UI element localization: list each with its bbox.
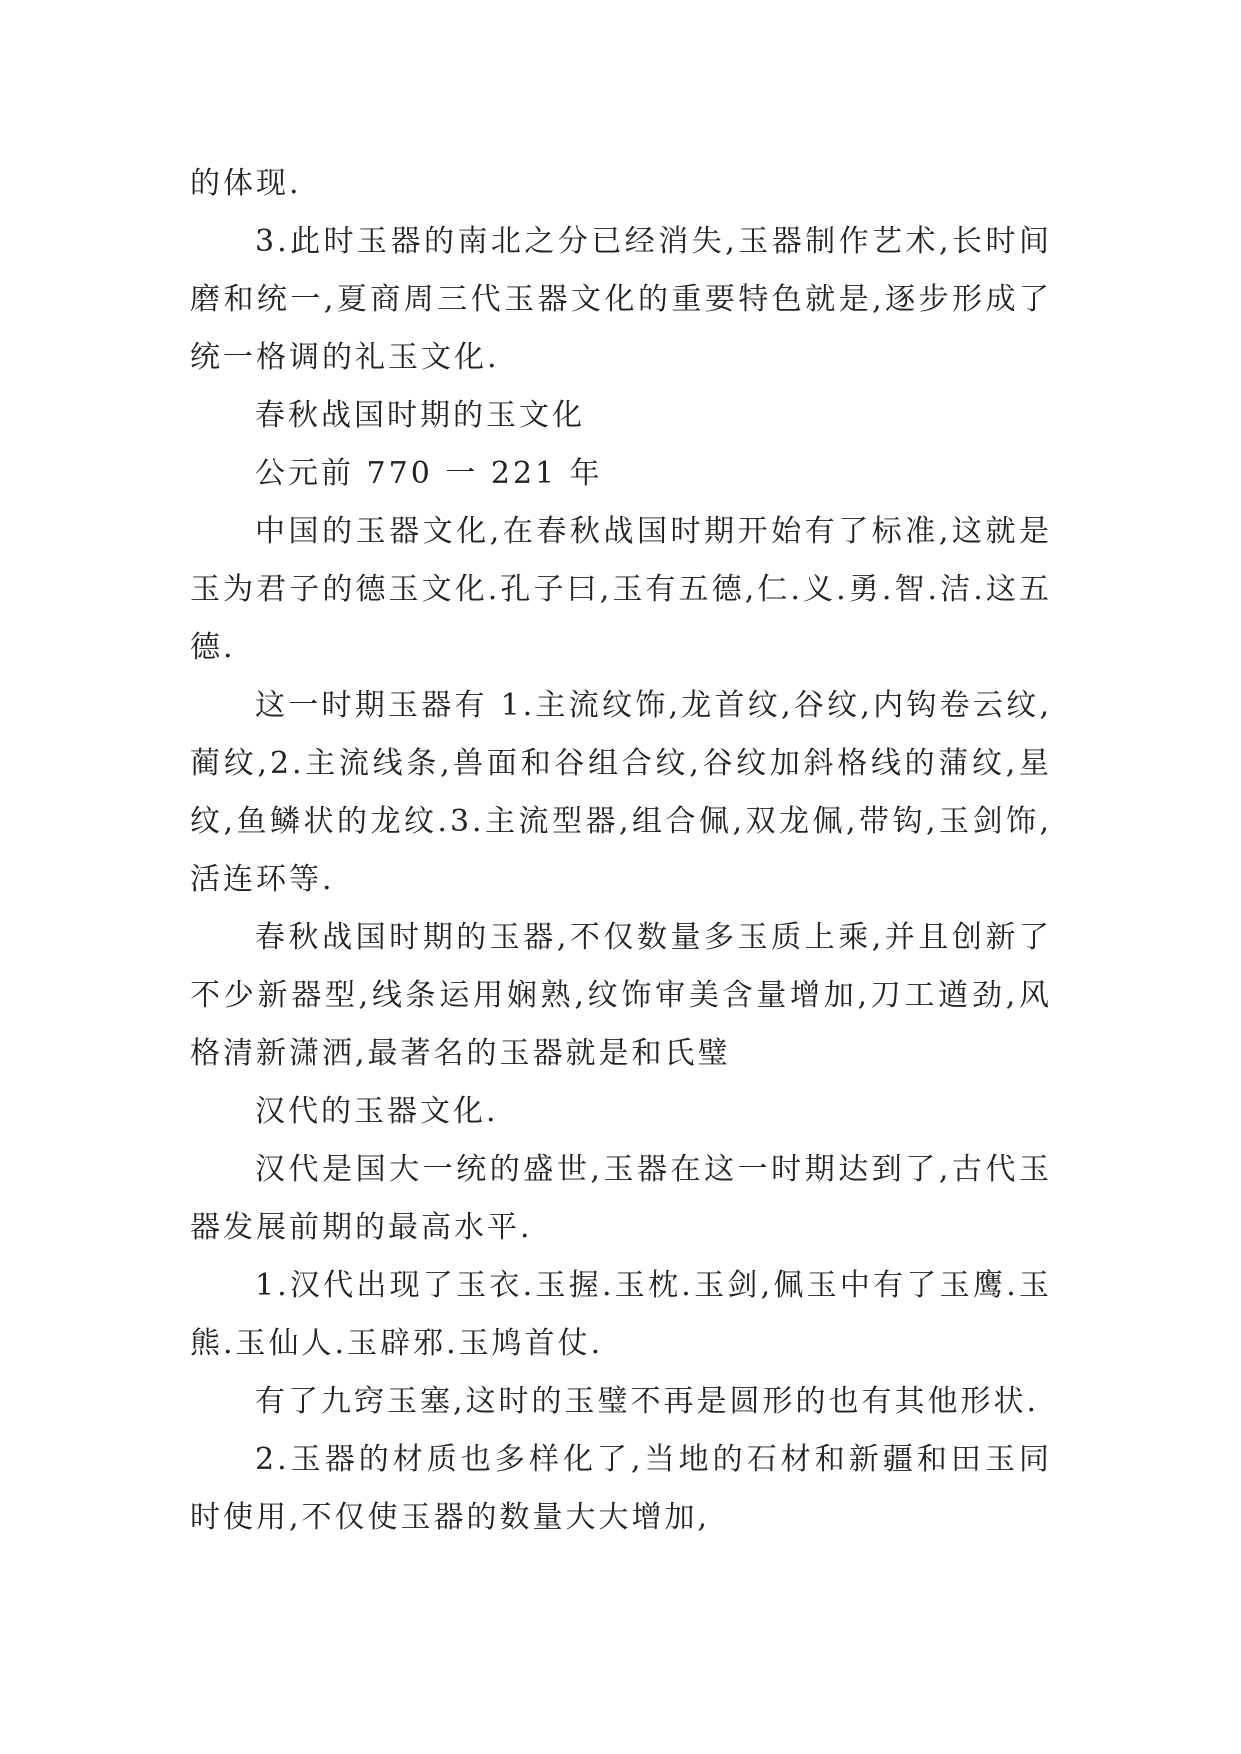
paragraph-continuation: 的体现. (190, 166, 302, 201)
paragraph-han-jade-plugs: 有了九窍玉塞,这时的玉璧不再是圆形的也有其他形状. (255, 1384, 1040, 1419)
paragraph-han-point-1: 1.汉代出现了玉衣.玉握.玉枕.玉剑,佩玉中有了玉鹰.玉熊.玉仙人.玉辟邪.玉鸠首仗. (190, 1268, 1052, 1361)
document-body (190, 155, 1052, 1547)
paragraph-period-features: 这一时期玉器有 1.主流纹饰,龙首纹,谷纹,内钩卷云纹,蔺纹,2.主流线条,兽面和谷组合纹,谷纹加斜格线的蒲纹,星纹,鱼鳞状的龙纹.3.主流型器,组合佩,双龙佩,带钩,玉剑饰,活连环等. (190, 688, 1052, 897)
paragraph-period-summary: 春秋战国时期的玉器,不仅数量多玉质上乘,并且创新了不少新器型,线条运用娴熟,纹饰审美含量增加,刀工遒劲,风格清新潇洒,最著名的玉器就是和氏璧 (190, 920, 1052, 1071)
section-date-range: 公元前 770 一 221 年 (255, 456, 603, 491)
paragraph-han-overview: 汉代是国大一统的盛世,玉器在这一时期达到了,古代玉器发展前期的最高水平. (190, 1152, 1052, 1245)
paragraph-xia-shang-zhou-point-3: 3.此时玉器的南北之分已经消失,玉器制作艺术,长时间磨和统一,夏商周三代玉器文化的重要特色就是,逐步形成了统一格调的礼玉文化. (190, 224, 1052, 375)
paragraph-de-yu-culture: 中国的玉器文化,在春秋战国时期开始有了标准,这就是玉为君子的德玉文化.孔子曰,玉有五德,仁.义.勇.智.洁.这五德. (190, 514, 1052, 665)
section-heading-han: 汉代的玉器文化. (255, 1094, 499, 1129)
section-heading-spring-autumn: 春秋战国时期的玉文化 (255, 398, 585, 433)
paragraph-han-point-2: 2.玉器的材质也多样化了,当地的石材和新疆和田玉同时使用,不仅使玉器的数量大大增加, (190, 1442, 1052, 1535)
